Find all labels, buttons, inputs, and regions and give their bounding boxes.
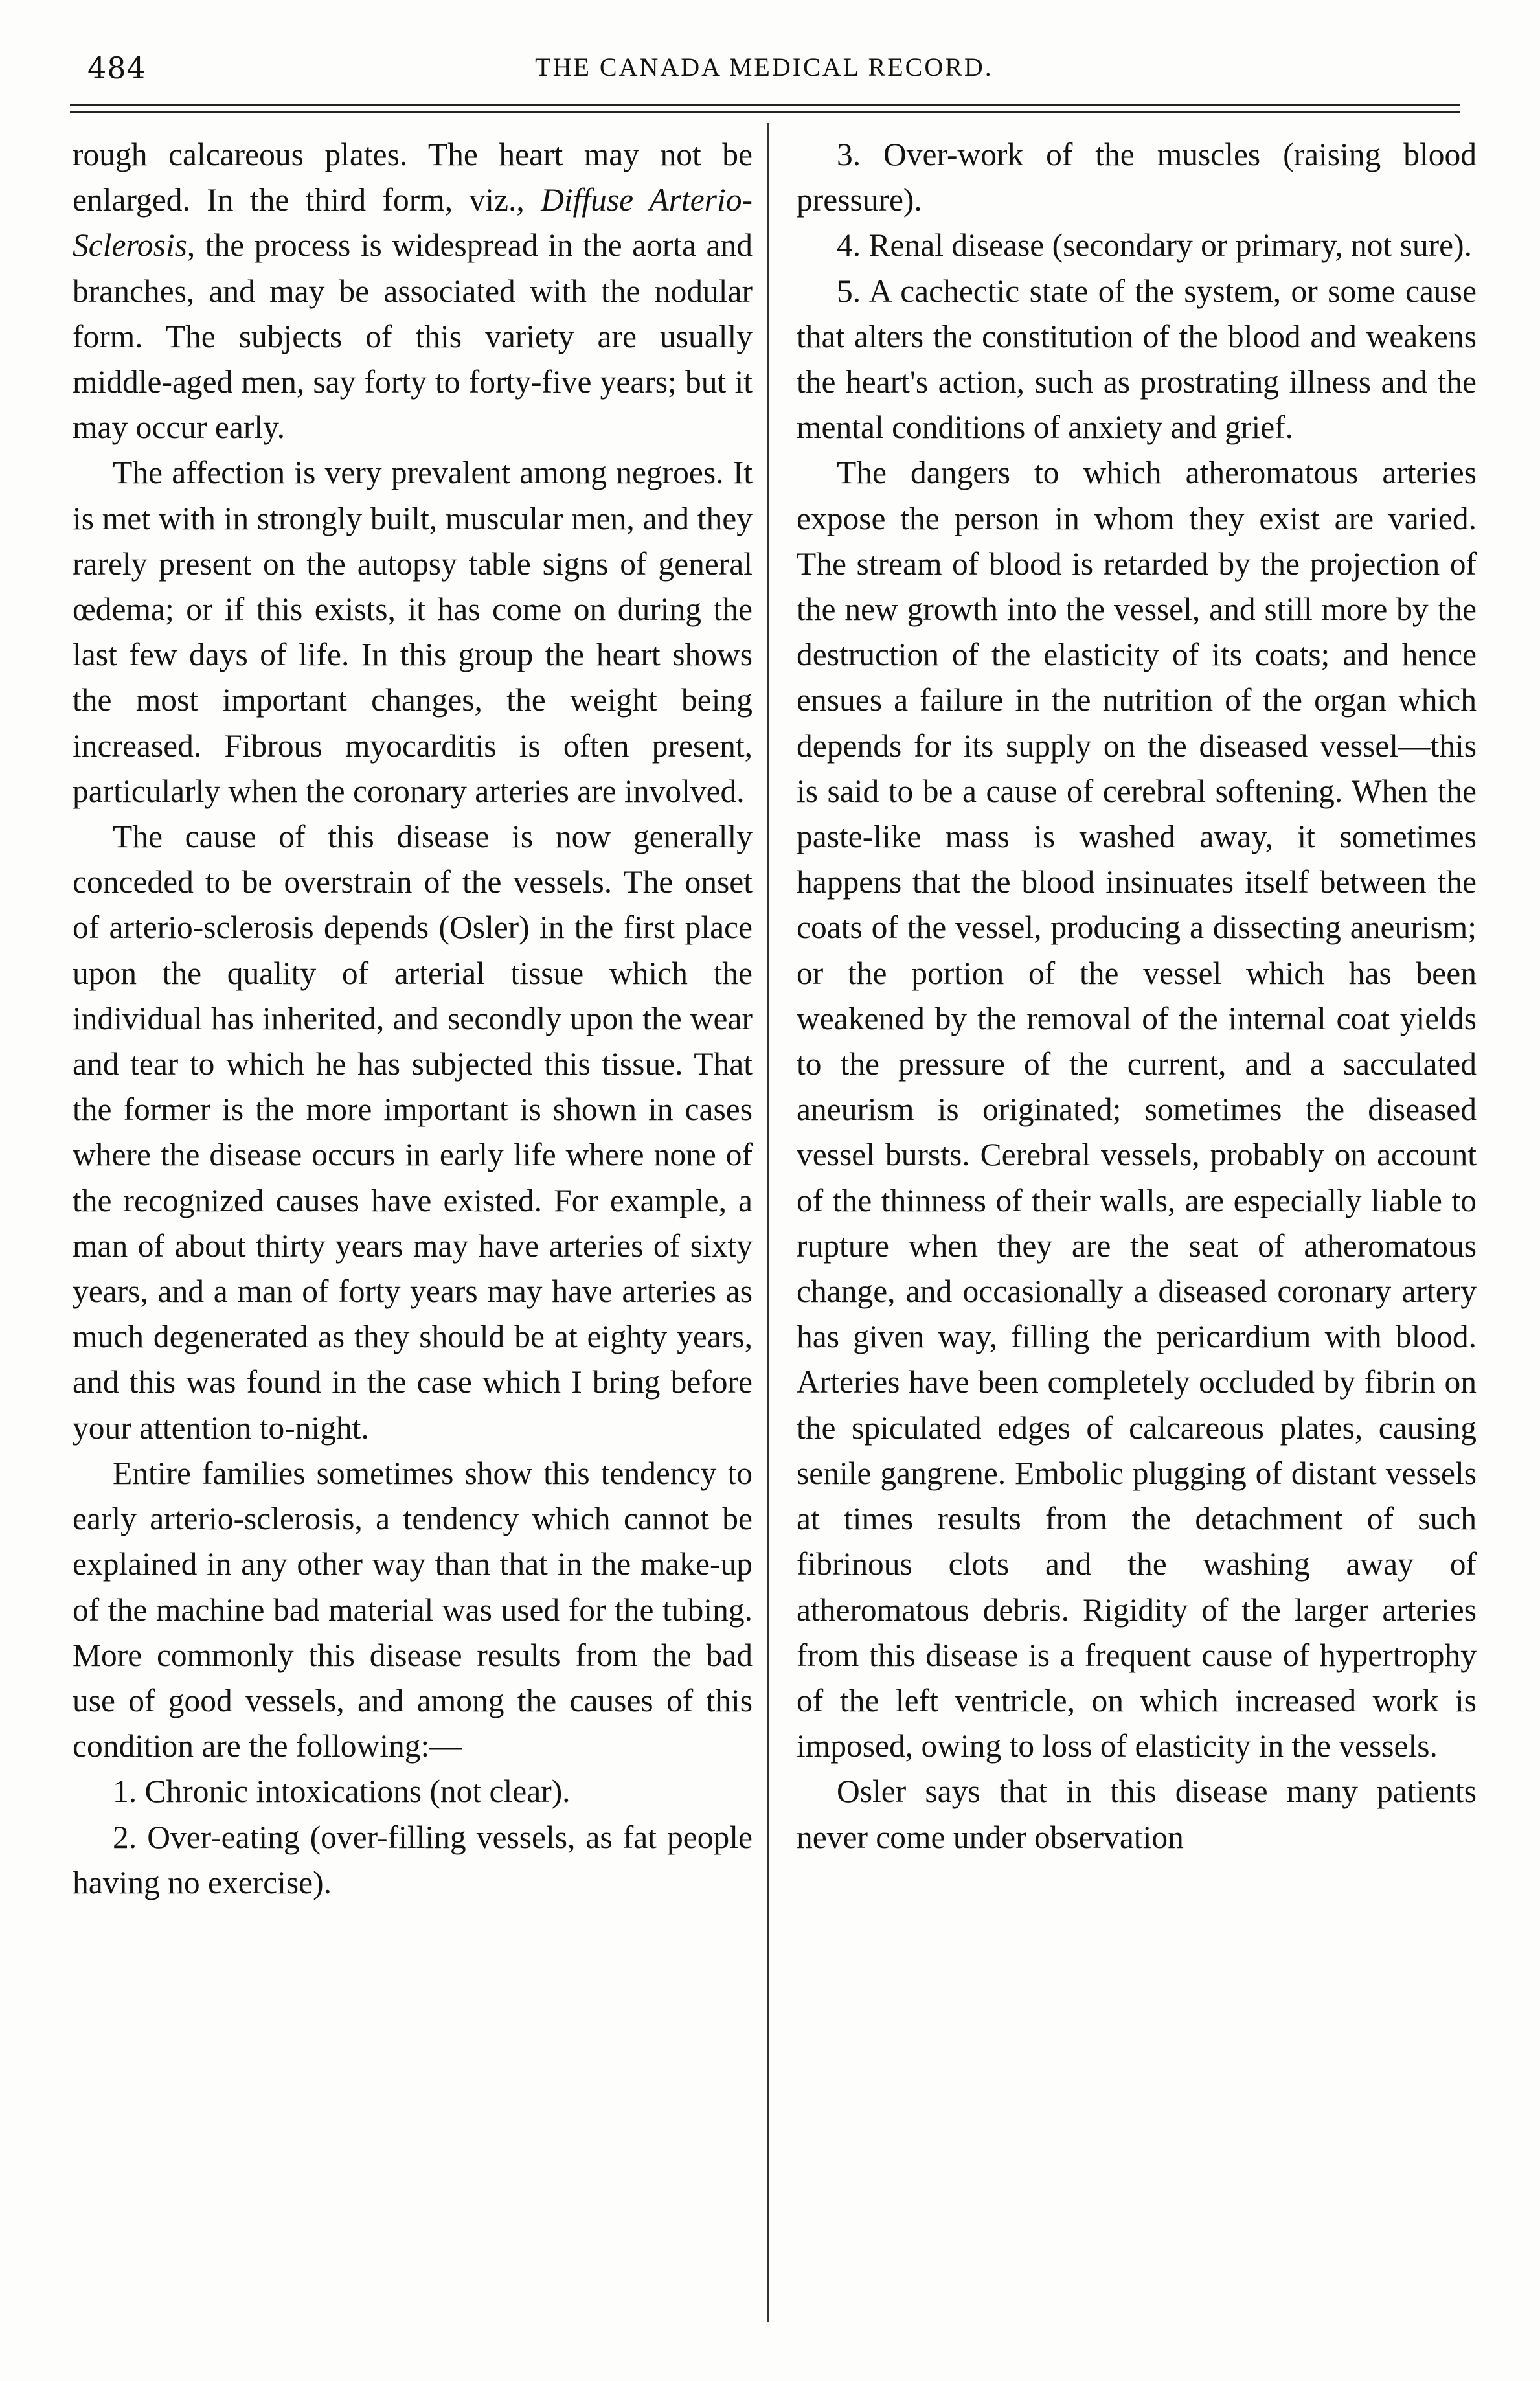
page-number: 484	[87, 51, 146, 85]
italic-term: Diffuse Arterio-Sclerosis	[73, 182, 753, 264]
paragraph: The dangers to which atheromatous arteries expose the person in whom they exist are varied. The stream of blood is retarded by the projection of the new growth into the vessel, and still more by the destruction of the elasticity of its coats; and hence ensues a failure in the nutrition of the organ which depends for its supply on the diseased vessel—this is said to be a cause of cerebral softening. When the paste-like mass is washed away, it sometimes happens that the blood insinuates itself between the coats of the vessel, producing a dissecting aneurism; or the portion of the vessel which has been weakened by the removal of the internal coat yields to the pressure of the current, and a sacculated aneurism is originated; sometimes the diseased vessel bursts. Cerebral vessels, probably on account of the thinness of their walls, are especially liable to rupture when they are the seat of atheromatous change, and occasionally a diseased coronary artery has given way, filling the pericardium with blood. Arteries have been completely occluded by fibrin on the spiculated edges of calcareous plates, causing senile gangrene. Embolic plugging of distant vessels at times results from the detachment of such fibrinous clots and the washing away of atheromatous debris. Rigidity of the larger arteries from this disease is a frequent cause of hypertrophy of the left ventricle, on which increased work is imposed, owing to loss of elasticity in the vessels.	[797, 455, 1477, 1764]
paragraph: Osler says that in this disease many patients never come under observation	[797, 1773, 1477, 1855]
paragraph-text: , the process is widespread in the aorta and branches, and may be associated with the nodular form. The subjects of this variety are usually middle-aged men, say forty to forty-five years; but it may occur early.	[73, 227, 753, 446]
list-item: 1. Chronic intoxications (not clear).	[113, 1773, 571, 1810]
column-divider	[767, 123, 769, 2322]
page-header	[71, 51, 1457, 96]
paragraph-text: rough calcareous plates. The heart may not be enlarged. In the third form, viz.,	[73, 137, 753, 218]
left-column	[73, 132, 753, 1906]
paragraph: The cause of this disease is now generally conceded to be overstrain of the vessels. The onset of arterio-sclerosis depends (Osler) in the first place upon the quality of arterial tissue which the individual has inherited, and secondly upon the wear and tear to which he has subjected this tissue. That the former is the more important is shown in cases where the disease occurs in early life where none of the recognized causes have existed. For example, a man of about thirty years may have arteries of sixty years, and a man of forty years may have arteries as much degenerated as they should be at eighty years, and this was found in the case which I bring before your attention to-night.	[73, 819, 753, 1446]
header-rule-thick	[70, 104, 1460, 106]
list-item: 5. A cachectic state of the system, or some cause that alters the constitution of the blood and weakens the heart's action, such as prostrating illness and the mental conditions of anxiety and grief.	[797, 273, 1477, 446]
right-column	[797, 132, 1477, 1860]
list-item: 2. Over-eating (over-filling vessels, as fat people having no exercise).	[73, 1819, 753, 1900]
header-rule-thin	[70, 111, 1460, 113]
running-title: THE CANADA MEDICAL RECORD.	[535, 52, 993, 82]
list-item: 4. Renal disease (secondary or primary, not sure).	[837, 227, 1472, 264]
paragraph-continuation	[73, 132, 753, 450]
list-item: 3. Over-work of the muscles (raising blood pressure).	[797, 137, 1477, 218]
paragraph: Entire families sometimes show this tendency to early arterio-sclerosis, a tendency which cannot be explained in any other way than that in the make-up of the machine bad material was used for the tubing. More commonly this disease results from the bad use of good vessels, and among the causes of this condition are the following:—	[73, 1455, 753, 1764]
paragraph: The affection is very prevalent among negroes. It is met with in strongly built, muscular men, and they rarely present on the autopsy table signs of general œdema; or if this exists, it has come on during the last few days of life. In this group the heart shows the most important changes, the weight being increased. Fibrous myocarditis is often present, particularly when the coronary arteries are involved.	[73, 455, 753, 809]
